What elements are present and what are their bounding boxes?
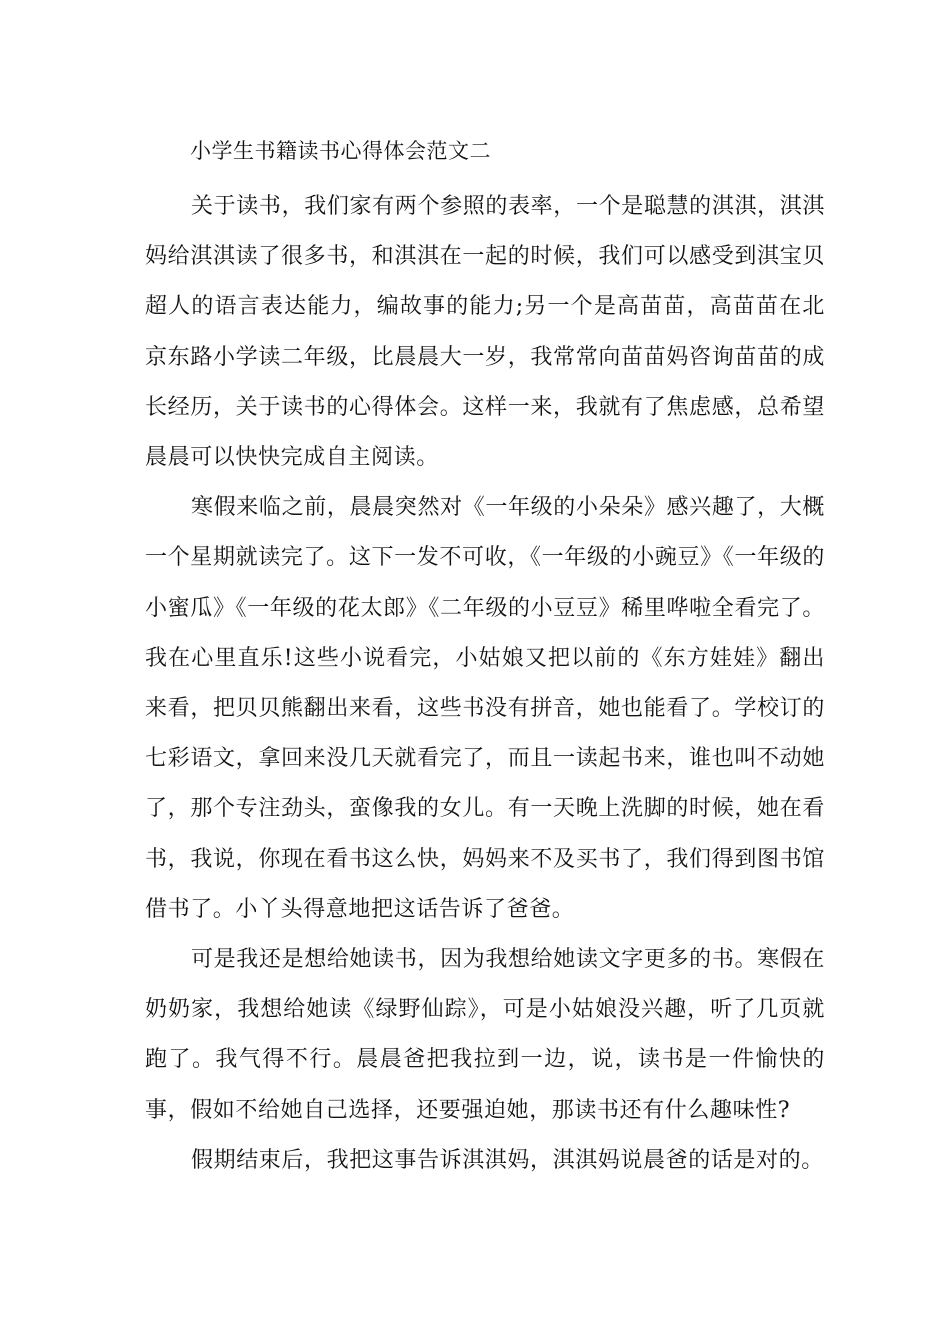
document-title: 小学生书籍读书心得体会范文二: [190, 139, 491, 163]
paragraph-4: 假期结束后，我把这事告诉淇淇妈，淇淇妈说晨爸的话是对的。: [191, 1147, 824, 1173]
document-body: [145, 182, 825, 1186]
paragraph-2: 寒假来临之前，晨晨突然对《一年级的小朵朵》感兴趣了，大概一个星期就读完了。这下一发不可收，《一年级的小豌豆》《一年级的小蜜瓜》《一年级的花太郎》《二年级的小豆豆》稀里哗啦全看完了。我在心里直乐!这些小说看完，小姑娘又把以前的《东方娃娃》翻出来看，把贝贝熊翻出来看，这些书没有拼音，她也能看了。学校订的七彩语文，拿回来没几天就看完了，而且一读起书来，谁也叫不动她了，那个专注劲头，蛮像我的女儿。有一天晚上洗脚的时候，她在看书，我说，你现在看书这么快，妈妈来不及买书了，我们得到图书馆借书了。小丫头得意地把这话告诉了爸爸。: [145, 495, 825, 922]
paragraph-3: 可是我还是想给她读书，因为我想给她读文字更多的书。寒假在奶奶家，我想给她读《绿野仙踪》，可是小姑娘没兴趣，听了几页就跑了。我气得不行。晨晨爸把我拉到一边，说，读书是一件愉快的事，假如不给她自己选择，还要强迫她，那读书还有什么趣味性?: [145, 947, 825, 1123]
paragraph-1: 关于读书，我们家有两个参照的表率，一个是聪慧的淇淇，淇淇妈给淇淇读了很多书，和淇淇在一起的时候，我们可以感受到淇宝贝超人的语言表达能力，编故事的能力;另一个是高苗苗，高苗苗在北京东路小学读二年级，比晨晨大一岁，我常常向苗苗妈咨询苗苗的成长经历，关于读书的心得体会。这样一来，我就有了焦虑感，总希望晨晨可以快快完成自主阅读。: [145, 194, 825, 471]
